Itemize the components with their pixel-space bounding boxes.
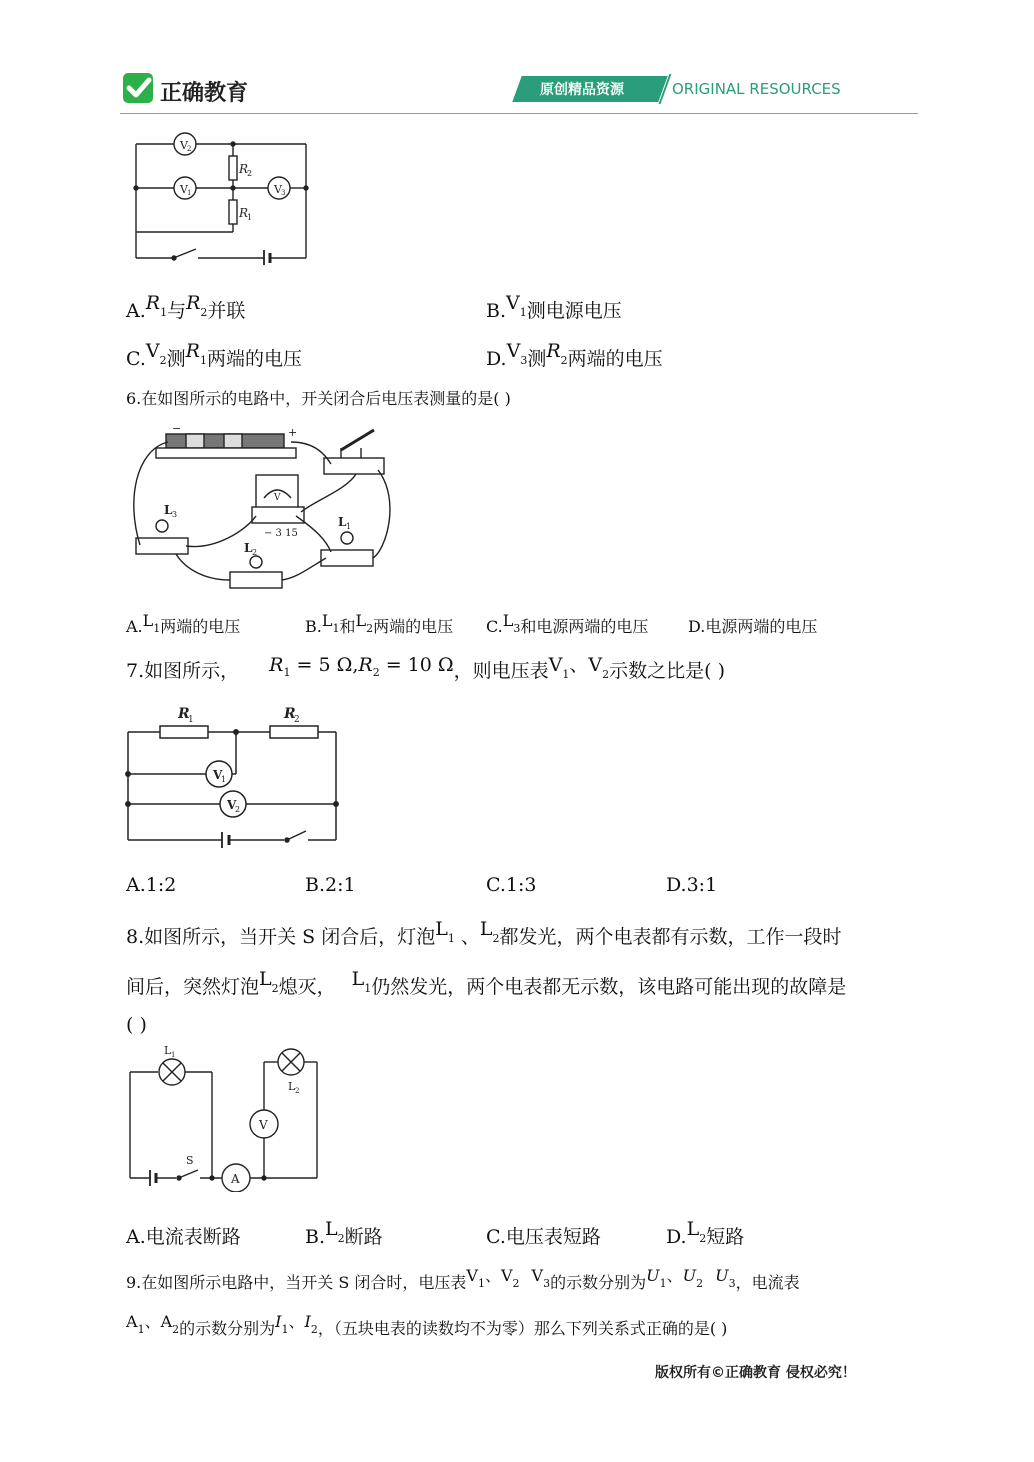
- q6-plus: +: [288, 426, 298, 439]
- q6-option-c[interactable]: $C.L_3$和电源两端的电压: [486, 611, 649, 636]
- q6-minus: −: [172, 422, 182, 435]
- q7-option-c[interactable]: C.1:3: [486, 874, 537, 896]
- q5-option-a[interactable]: $A.R_1$与$R_2$并联: [126, 292, 246, 322]
- q8-stem-line2: 间后，突然灯泡$L_2$熄灭， $L_1$仍然发光，两个电表都无示数，该电路可能出现的故障是: [126, 968, 847, 998]
- q6-circuit-picture: [126, 420, 391, 595]
- svg-text:2: 2: [295, 1087, 300, 1095]
- svg-text:1: 1: [187, 189, 192, 197]
- q6-option-d[interactable]: D.电源两端的电压: [688, 617, 818, 636]
- banner-label: 原创精品资源: [540, 82, 624, 98]
- q9-stem-line1: 9.在如图所示电路中，当开关 S 闭合时，电压表$V_1$、$V_2$ $V_3$的示数分别为$U_1$、$U_2$ $U_3$，电流表: [126, 1266, 800, 1292]
- q5-option-b[interactable]: $B.V_1$测电源电压: [486, 292, 622, 322]
- q7-option-a[interactable]: A.1:2: [126, 874, 177, 896]
- q6-meter-v: V: [274, 493, 281, 503]
- svg-text:1: 1: [346, 522, 352, 531]
- q7-circuit-diagram: [124, 700, 344, 850]
- q6-option-b[interactable]: $B.L_1$和$L_2$两端的电压: [305, 611, 454, 636]
- svg-text:3: 3: [172, 510, 178, 519]
- q7-option-b[interactable]: B.2:1: [305, 874, 356, 896]
- q8-option-b[interactable]: $B.L_2$断路: [305, 1218, 383, 1248]
- brand-name: 正确教育: [160, 81, 249, 106]
- q8-l1-label: L: [164, 1044, 172, 1057]
- q8-stem-line3: ( ): [126, 1014, 147, 1036]
- q7-v2-label: V: [227, 798, 237, 812]
- q5-circuit-diagram: [126, 130, 316, 265]
- q7-stem: 7.如图所示， $R_1 = 5$ $\Omega,R_2 = 10$ Ω，则电压表$V_1$、$V_2$示数之比是( ): [126, 654, 726, 682]
- q8-stem-line1: 8.如图所示，当开关 S 闭合后，灯泡$L_1$ 、$L_2$都发光，两个电表都有示数，工作一段时: [126, 918, 842, 948]
- banner-english: ORIGINAL RESOURCES: [672, 80, 841, 98]
- svg-text:2: 2: [235, 805, 241, 814]
- q5-option-c[interactable]: $C.V_2$测$R_1$两端的电压: [126, 340, 302, 370]
- q8-switch-label: S: [186, 1154, 194, 1167]
- q5-option-d[interactable]: $D.V_3$测$R_2$两端的电压: [486, 340, 663, 370]
- q7-v1-label: V: [213, 768, 223, 782]
- q8-a-label: A: [231, 1172, 240, 1186]
- svg-text:3: 3: [281, 189, 286, 197]
- q8-v-label: V: [259, 1118, 268, 1132]
- q9-stem-line2: $A_1$、$A_2$的示数分别为$I_1$、$I_2$，（五块电表的读数均不为零）那么下列关系式正确的是( ): [126, 1312, 728, 1338]
- logo-check-icon: [122, 72, 156, 106]
- svg-text:2: 2: [247, 169, 253, 178]
- svg-text:1: 1: [247, 213, 253, 222]
- q7-r1-label: R: [178, 706, 190, 722]
- q8-option-a[interactable]: A.电流表断路: [126, 1226, 241, 1248]
- q5-v3-label: V: [274, 183, 282, 196]
- q8-option-c[interactable]: C.电压表短路: [486, 1226, 601, 1248]
- q6-meter-terminals: − 3 15: [264, 528, 298, 539]
- q5-r2-label: R: [239, 162, 249, 176]
- q7-option-d[interactable]: D.3:1: [666, 874, 718, 896]
- q6-l3-label: L: [164, 503, 173, 517]
- q6-l1-label: L: [338, 515, 347, 529]
- footer-copyright: 版权所有©正确教育 侵权必究！: [655, 1365, 856, 1381]
- svg-text:2: 2: [294, 715, 300, 725]
- svg-text:1: 1: [171, 1051, 176, 1059]
- svg-text:1: 1: [221, 775, 227, 784]
- q5-v2-label: V: [180, 139, 188, 152]
- svg-text:1: 1: [188, 715, 194, 725]
- q7-r2-label: R: [284, 706, 296, 722]
- q6-option-a[interactable]: $A.L_1$两端的电压: [126, 611, 241, 636]
- svg-text:2: 2: [252, 548, 258, 557]
- header-rule: [120, 113, 918, 114]
- q6-stem: 6.在如图所示的电路中，开关闭合后电压表测量的是( ): [126, 389, 511, 408]
- q8-l2-label: L: [288, 1080, 296, 1093]
- q5-v1-label: V: [180, 183, 188, 196]
- svg-text:2: 2: [187, 145, 192, 153]
- q6-l2-label: L: [244, 541, 253, 555]
- q5-r1-label: R: [239, 206, 249, 220]
- q8-option-d[interactable]: $D.L_2$短路: [666, 1218, 745, 1248]
- q8-circuit-diagram: [124, 1042, 329, 1192]
